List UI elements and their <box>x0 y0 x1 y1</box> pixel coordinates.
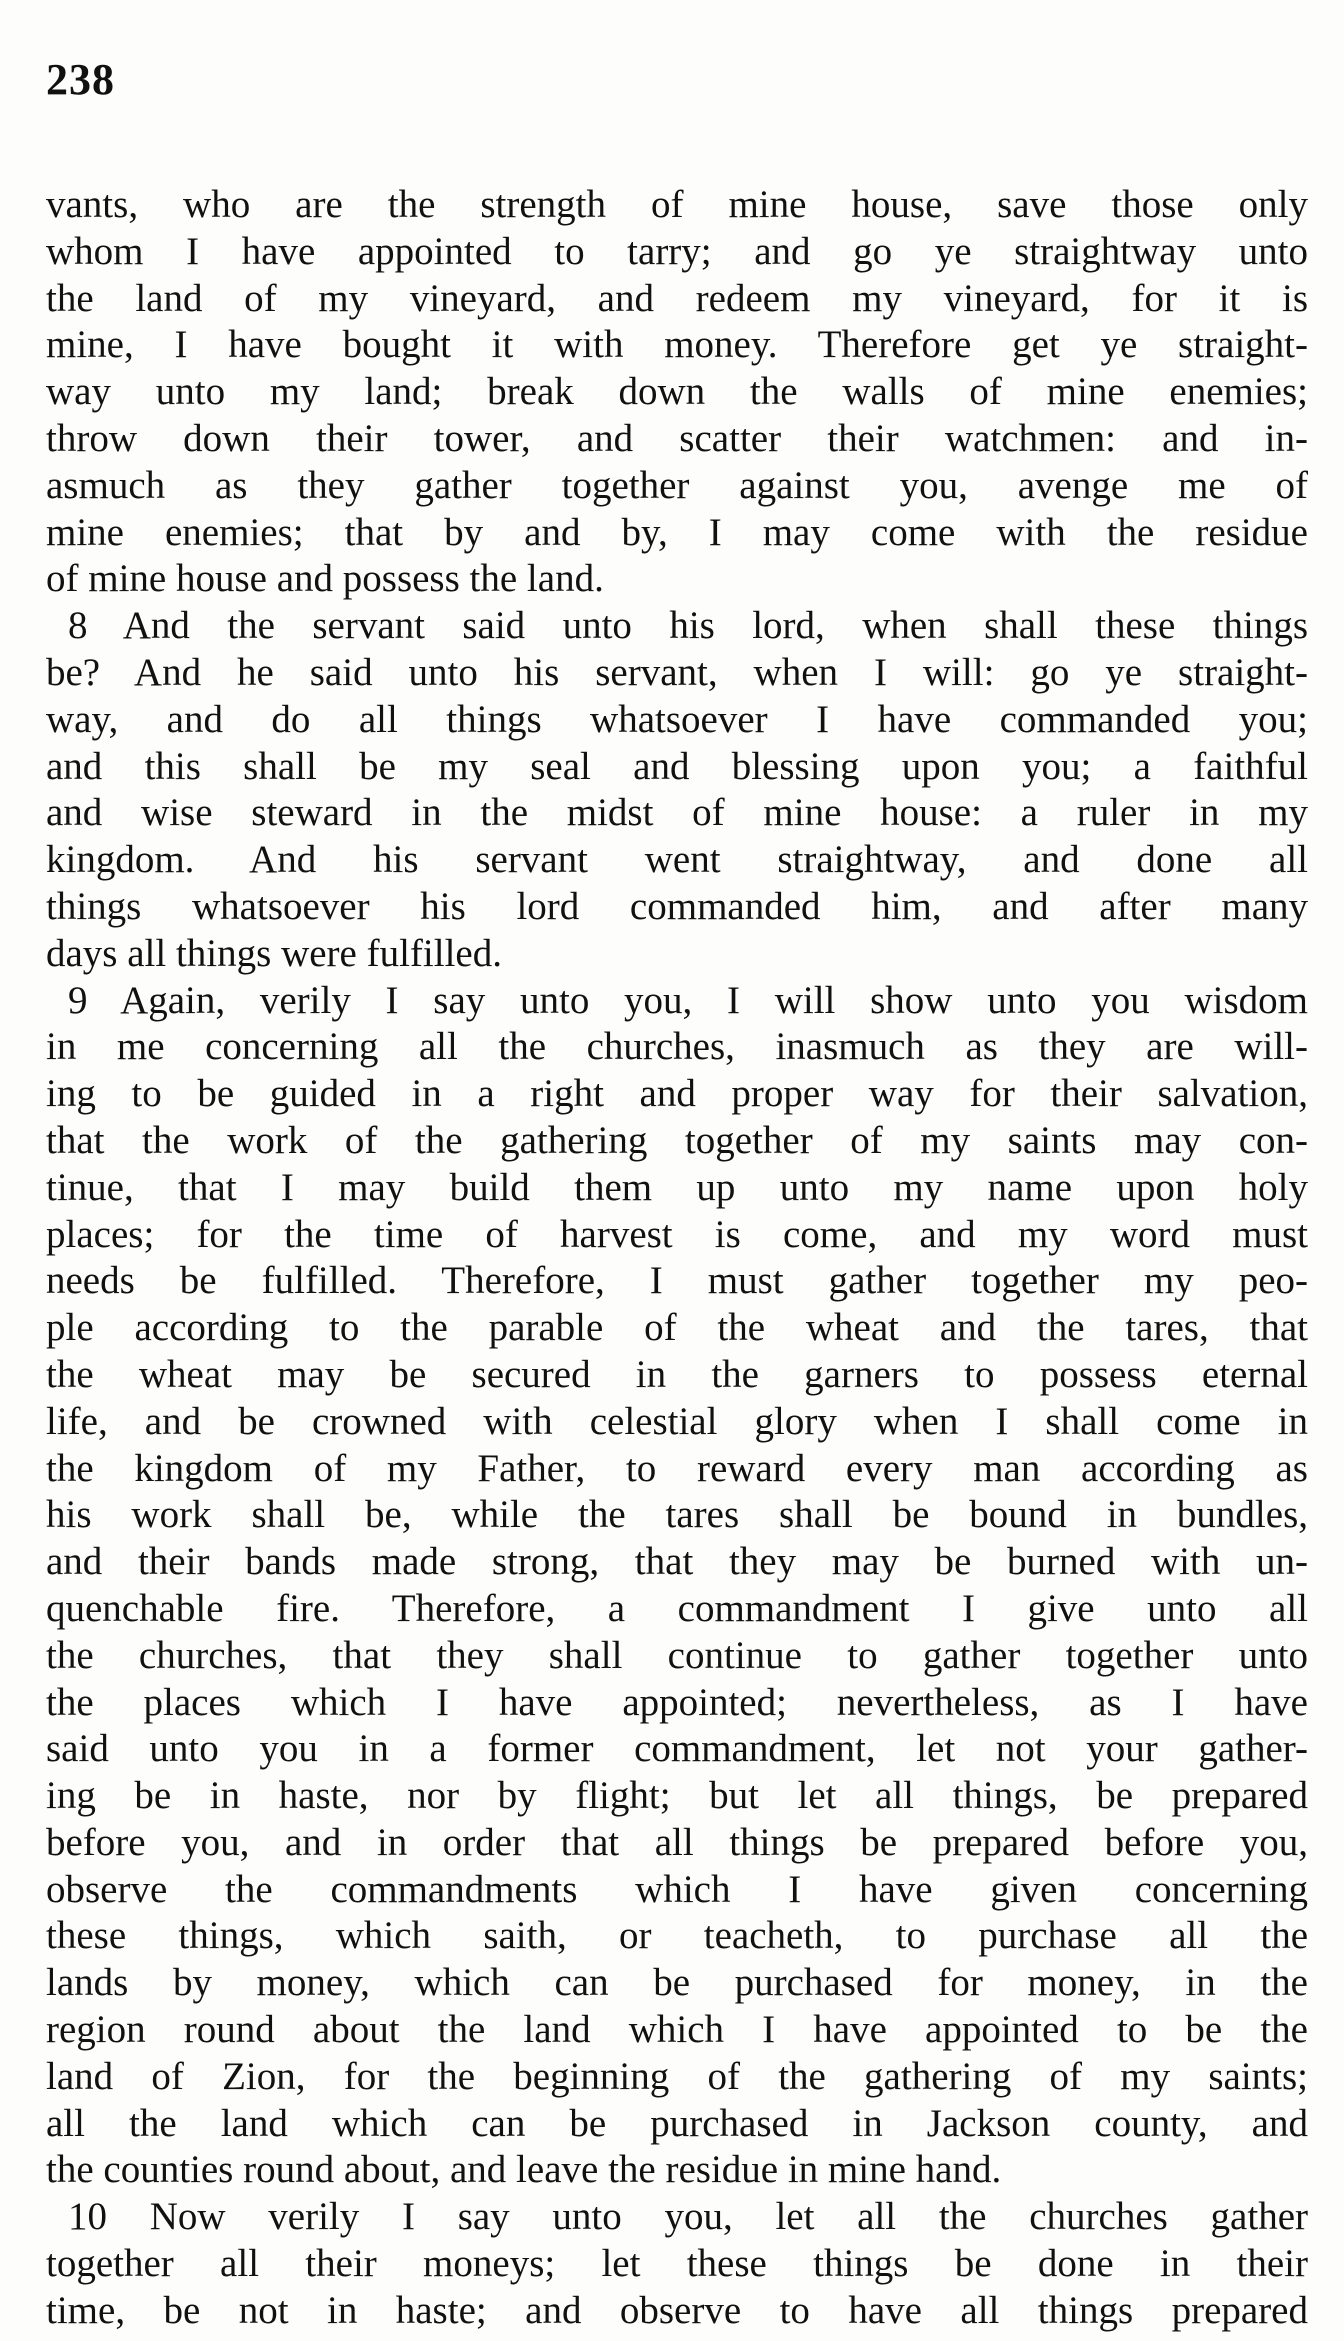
text-line: tinue, that I may build them up unto my name upon holy <box>46 1165 1308 1209</box>
text-line: and this shall be my seal and blessing upon you; a faithful <box>46 744 1308 788</box>
text-line: whom I have appointed to tarry; and go ye straightway unto <box>46 229 1308 273</box>
text-line: the wheat may be secured in the garners to possess eternal <box>46 1352 1308 1396</box>
page-number: 238 <box>46 55 115 104</box>
text-line: asmuch as they gather together against you, avenge me of <box>46 463 1308 507</box>
text-line: life, and be crowned with celestial glory when I shall come in <box>46 1399 1308 1443</box>
text-line: be? And he said unto his servant, when I will: go ye straight- <box>46 650 1308 694</box>
text-line: lands by money, which can be purchased for money, in the <box>46 1961 1308 2005</box>
text-line: ple according to the parable of the wheat and the tares, that <box>46 1306 1308 1350</box>
text-line: things whatsoever his lord commanded him, and after many <box>46 884 1308 928</box>
text-line: region round about the land which I have appointed to be the <box>46 2008 1308 2052</box>
text-line: observe the commandments which I have given concerning <box>46 1867 1308 1911</box>
text-line: these things, which saith, or teacheth, to purchase all the <box>46 1914 1308 1958</box>
text-line: vants, who are the strength of mine house, save those only <box>46 183 1308 226</box>
text-line: of mine house and possess the land. <box>46 557 604 601</box>
verse-10-start: 10 Now verily I say unto you, let all the churches gather <box>68 2195 1308 2239</box>
text-line: mine enemies; that by and by, I may come with the residue <box>46 510 1308 554</box>
text-line: needs be fulfilled. Therefore, I must gather together my peo- <box>46 1259 1308 1303</box>
text-line: way, and do all things whatsoever I have commanded you; <box>46 697 1308 741</box>
text-line: all the land which can be purchased in Jackson county, and <box>46 2101 1308 2145</box>
text-line: the places which I have appointed; nevertheless, as I have <box>46 1680 1308 1724</box>
text-line: that the work of the gathering together of my saints may con- <box>46 1118 1308 1162</box>
text-line: days all things were fulfilled. <box>46 931 502 975</box>
text-line: said unto you in a former commandment, let not your gather- <box>46 1727 1308 1771</box>
text-line: ing to be guided in a right and proper way for their salvation, <box>46 1072 1308 1116</box>
text-line: before you, and in order that all things be prepared before you, <box>46 1820 1308 1864</box>
text-line: in me concerning all the churches, inasmuch as they are will- <box>46 1025 1308 1069</box>
text-line: time, be not in haste; and observe to have all things prepared <box>46 2288 1308 2332</box>
text-line: and their bands made strong, that they may be burned with un- <box>46 1540 1308 1584</box>
text-line: the kingdom of my Father, to reward every man according as <box>46 1446 1308 1490</box>
text-line: kingdom. And his servant went straightway, and done all <box>46 838 1308 882</box>
text-line: throw down their tower, and scatter their watchmen: and in- <box>46 416 1308 460</box>
text-line: land of Zion, for the beginning of the gathering of my saints; <box>46 2054 1308 2098</box>
text-line: places; for the time of harvest is come, and my word must <box>46 1212 1308 1256</box>
text-line: mine, I have bought it with money. Therefore get ye straight- <box>46 323 1308 367</box>
text-line: the counties round about, and leave the residue in mine hand. <box>46 2148 1002 2192</box>
text-line: together all their moneys; let these things be done in their <box>46 2242 1308 2286</box>
body-text <box>46 182 1308 2335</box>
text-line: quenchable fire. Therefore, a commandment I give unto all <box>46 1586 1308 1630</box>
text-line: way unto my land; break down the walls of mine enemies; <box>46 370 1308 414</box>
text-line: ing be in haste, nor by flight; but let all things, be prepared <box>46 1774 1308 1818</box>
verse-9-start: 9 Again, verily I say unto you, I will show unto you wisdom <box>68 978 1308 1022</box>
text-line: and wise steward in the midst of mine house: a ruler in my <box>46 791 1308 835</box>
text-line: the land of my vineyard, and redeem my vineyard, for it is <box>46 276 1308 320</box>
text-line: the churches, that they shall continue to gather together unto <box>46 1633 1308 1677</box>
verse-8-start: 8 And the servant said unto his lord, when shall these things <box>68 604 1308 648</box>
text-line: his work shall be, while the tares shall be bound in bundles, <box>46 1493 1308 1537</box>
